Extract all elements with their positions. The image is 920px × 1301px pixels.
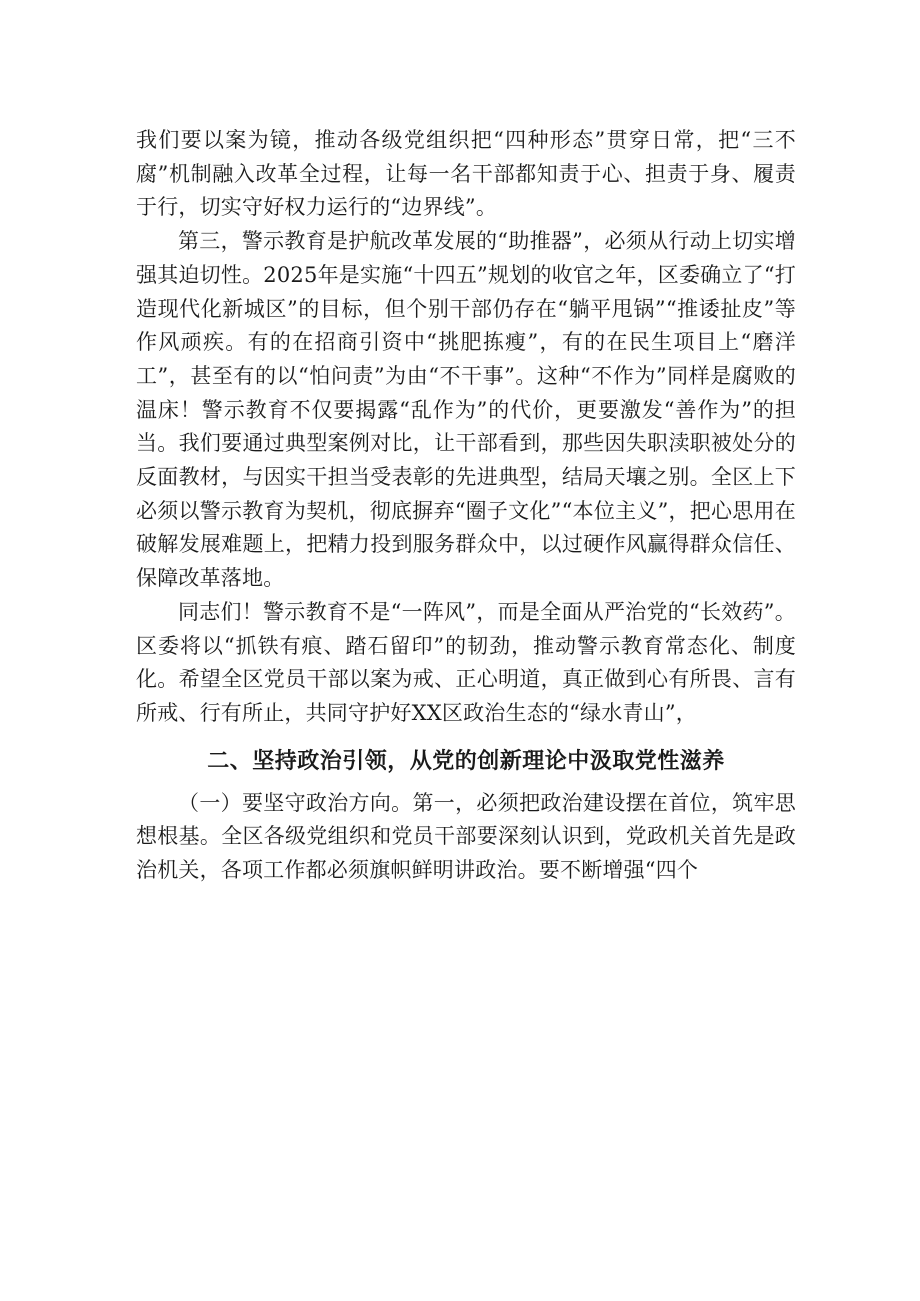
paragraph-political-direction: （一）要坚守政治方向。第一，必须把政治建设摆在首位，筑牢思想根基。全区各级党组织和党员干部要深刻认识到，党政机关首先是政治机关，各项工作都必须旗帜鲜明讲政治。要不断增强“四个 [136, 790, 796, 883]
document-body [136, 124, 796, 888]
paragraph-boundary-line: 我们要以案为镜，推动各级党组织把“四种形态”贯穿日常，把“三不腐”机制融入改革全过程，让每一名干部都知责于心、担责于身、履责于行，切实守好权力运行的“边界线”。 [136, 128, 796, 220]
paragraph-comrades: 同志们！警示教育不是“一阵风”，而是全面从严治党的“长效药”。区委将以“抓铁有痕、踏石留印”的韧劲，推动警示教育常态化、制度化。希望全区党员干部以案为戒、正心明道，真正做到心有所畏、言有所戒、行有所止，共同守护好XX区政治生态的“绿水青山”， [136, 599, 796, 725]
section-heading: 二、坚持政治引领，从党的创新理论中汲取党性滋养 [207, 748, 725, 774]
paragraph-third-point: 第三，警示教育是护航改革发展的“助推器”，必须从行动上切实增强其迫切性。2025年是实施“十四五”规划的收官之年，区委确立了“打造现代化新城区”的目标，但个别干部仍存在“躺平甩锅”“推诿扯皮”等作风顽疾。有的在招商引资中“挑肥拣瘦”，有的在民生项目上“磨洋工”，甚至有的以“怕问责”为由“不干事”。这种“不作为”同样是腐败的温床！警示教育不仅要揭露“乱作为”的代价，更要激发“善作为”的担当。我们要通过典型案例对比，让干部看到，那些因失职渎职被处分的反面教材，与因实干担当受表彰的先进典型，结局天壤之别。全区上下必须以警示教育为契机，彻底摒弃“圈子文化”“本位主义”，把心思用在破解发展难题上，把精力投到服务群众中，以过硬作风赢得群众信任、保障改革落地。 [136, 229, 796, 591]
